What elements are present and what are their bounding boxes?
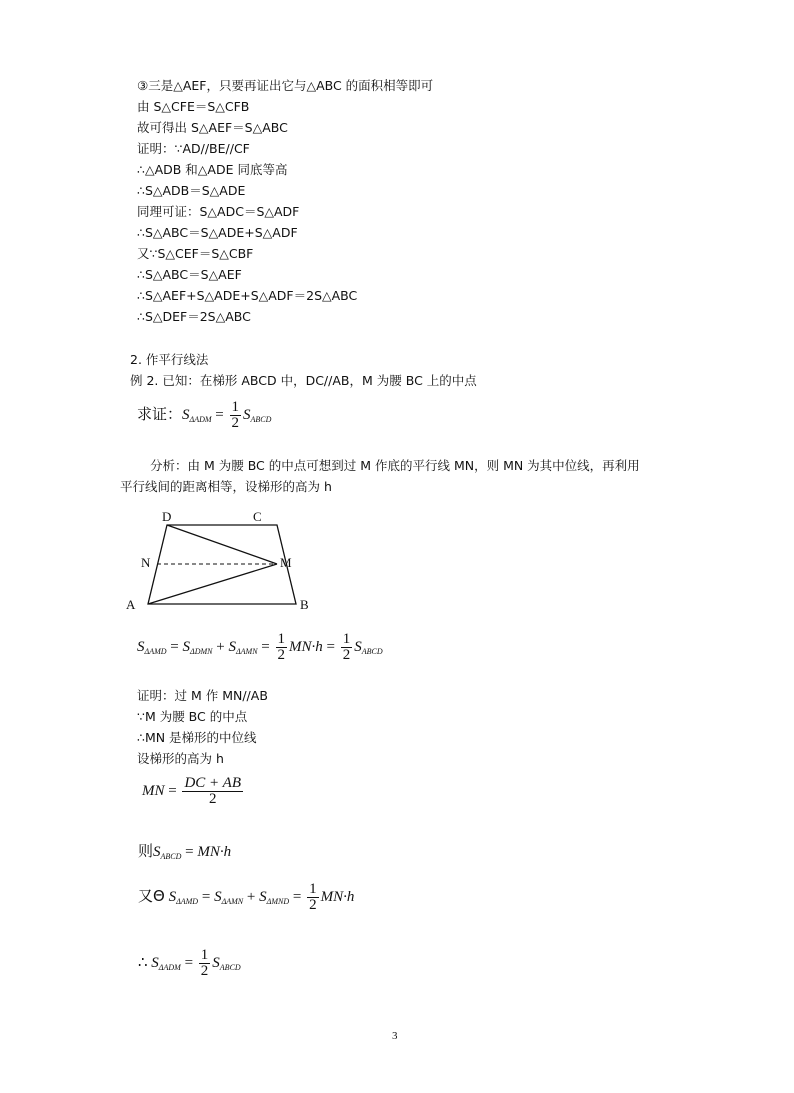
proof-line-11: ∴S△AEF+S△ADE+S△ADF＝2S△ABC	[137, 288, 358, 303]
proof-line-9: 又∵S△CEF＝S△CBF	[137, 246, 254, 261]
midline-formula: MN = $\frac{DC + AB}{2}$	[142, 775, 241, 807]
example-statement: 例 2. 已知：在梯形 ABCD 中，DC//AB，M 为腰 BC 上的中点	[130, 373, 477, 388]
area-formula: $S_{\Delta AMD} = S_{\Delta DMN} + S_{\Delta AMN}$ = $\frac{1}{2}$ MN·h = $\frac{1}{2}$ $S_{ABCD}$	[137, 631, 383, 663]
proof-line-8: ∴S△ABC＝S△ADE+S△ADF	[137, 225, 298, 240]
proof2-line-4: 设梯形的高为 h	[137, 751, 224, 766]
conclusion-formula: ∴ $S_{\Delta ADM}$ = $\frac{1}{2}$ $S_{ABCD}$	[138, 947, 241, 979]
proof-line-2: 由 S△CFE＝S△CFB	[137, 99, 250, 114]
label-a: A	[126, 597, 136, 612]
prove-label: 求证：	[137, 404, 183, 423]
proof-line-1: ③三是△AEF，只要再证出它与△ABC 的面积相等即可	[137, 78, 434, 93]
proof2-line-2: ∵M 为腰 BC 的中点	[137, 709, 248, 724]
prove-formula: 求证：$S_{\Delta ADM}$ = $\frac{1}{2}$ $S_{ABCD}$	[137, 399, 272, 431]
proof-line-6: ∴S△ADB＝S△ADE	[137, 183, 246, 198]
label-n: N	[141, 555, 151, 570]
page-number: 3	[392, 1030, 398, 1042]
label-m: M	[280, 555, 292, 570]
proof-line-5: ∴△ADB 和△ADE 同底等高	[137, 162, 288, 177]
trapezoid-figure	[120, 505, 320, 613]
trapezoid-area-formula: 则$S_{ABCD} = MN\cdot h$	[138, 842, 232, 861]
proof2-line-3: ∴MN 是梯形的中位线	[137, 730, 257, 745]
proof-line-10: ∴S△ABC＝S△AEF	[137, 267, 242, 282]
segment-am	[148, 564, 277, 604]
triangle-sum-formula: 又Θ $S_{\Delta AMD} = S_{\Delta AMN} + S_{\Delta MND}$ = $\frac{1}{2}$ MN·h	[138, 881, 355, 913]
proof-line-3: 故可得出 S△AEF＝S△ABC	[137, 120, 288, 135]
proof-line-12: ∴S△DEF＝2S△ABC	[137, 309, 251, 324]
analysis-line-2: 平行线间的距离相等，设梯形的高为 h	[120, 479, 332, 494]
analysis-line-1: 分析：由 M 为腰 BC 的中点可想到过 M 作底的平行线 MN，则 MN 为其中位线，再利用	[150, 458, 640, 473]
label-d: D	[162, 509, 172, 524]
proof-line-7: 同理可证：S△ADC＝S△ADF	[137, 204, 300, 219]
segment-dm	[167, 525, 277, 564]
label-c: C	[253, 509, 262, 524]
label-b: B	[300, 597, 309, 612]
proof2-line-1: 证明：过 M 作 MN//AB	[137, 688, 268, 703]
proof-line-4: 证明：∵AD//BE//CF	[137, 141, 250, 156]
section-heading: 2. 作平行线法	[130, 352, 209, 367]
